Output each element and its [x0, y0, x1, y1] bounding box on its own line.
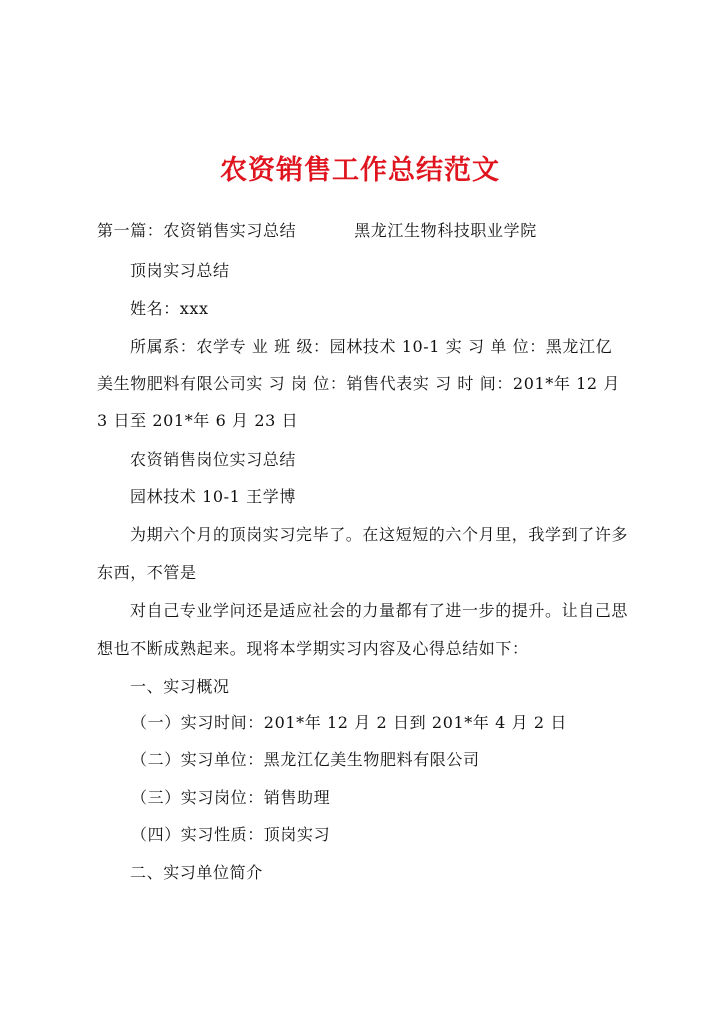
paragraph-6-line-1: 为期六个月的顶岗实习完毕了。在这短短的六个月里，我学到了许多: [130, 525, 629, 544]
paragraph-1: 顶岗实习总结: [130, 261, 230, 280]
paragraph-3-line-2: 美生物肥料有限公司实 习 岗 位：销售代表实 习 时 间：201*年 12 月: [97, 374, 620, 393]
paragraph-7-line-2: 想也不断成熟起来。现将本学期实习内容及心得总结如下：: [97, 639, 529, 658]
document-title: 农资销售工作总结范文: [220, 155, 500, 186]
section-1-item-3: （三）实习岗位：销售助理: [131, 788, 331, 807]
section-1-item-1: （一）实习时间：201*年 12 月 2 日到 201*年 4 月 2 日: [131, 713, 567, 732]
paragraph-3-line-1: 所属系：农学专 业 班 级：园林技术 10-1 实 习 单 位：黑龙江亿: [130, 337, 613, 356]
section-1-item-4: （四）实习性质：顶岗实习: [131, 825, 331, 844]
heading-line: [97, 221, 537, 241]
paragraph-4: 农资销售岗位实习总结: [130, 450, 297, 469]
paragraph-2: 姓名：xxx: [130, 299, 209, 318]
paragraph-5: 园林技术 10-1 王学博: [130, 487, 296, 506]
heading-left: 第一篇：农资销售实习总结: [97, 221, 297, 240]
paragraph-6-line-2: 东西，不管是: [97, 563, 197, 582]
section-1-item-2: （二）实习单位：黑龙江亿美生物肥料有限公司: [131, 750, 480, 769]
section-1-heading: 一、实习概况: [130, 677, 230, 696]
heading-right: 黑龙江生物科技职业学院: [354, 221, 537, 240]
paragraph-7-line-1: 对自己专业学问还是适应社会的力量都有了进一步的提升。让自己思: [130, 601, 629, 620]
section-2-heading: 二、实习单位简介: [130, 863, 263, 882]
paragraph-3-line-3: 3 日至 201*年 6 月 23 日: [97, 411, 299, 430]
